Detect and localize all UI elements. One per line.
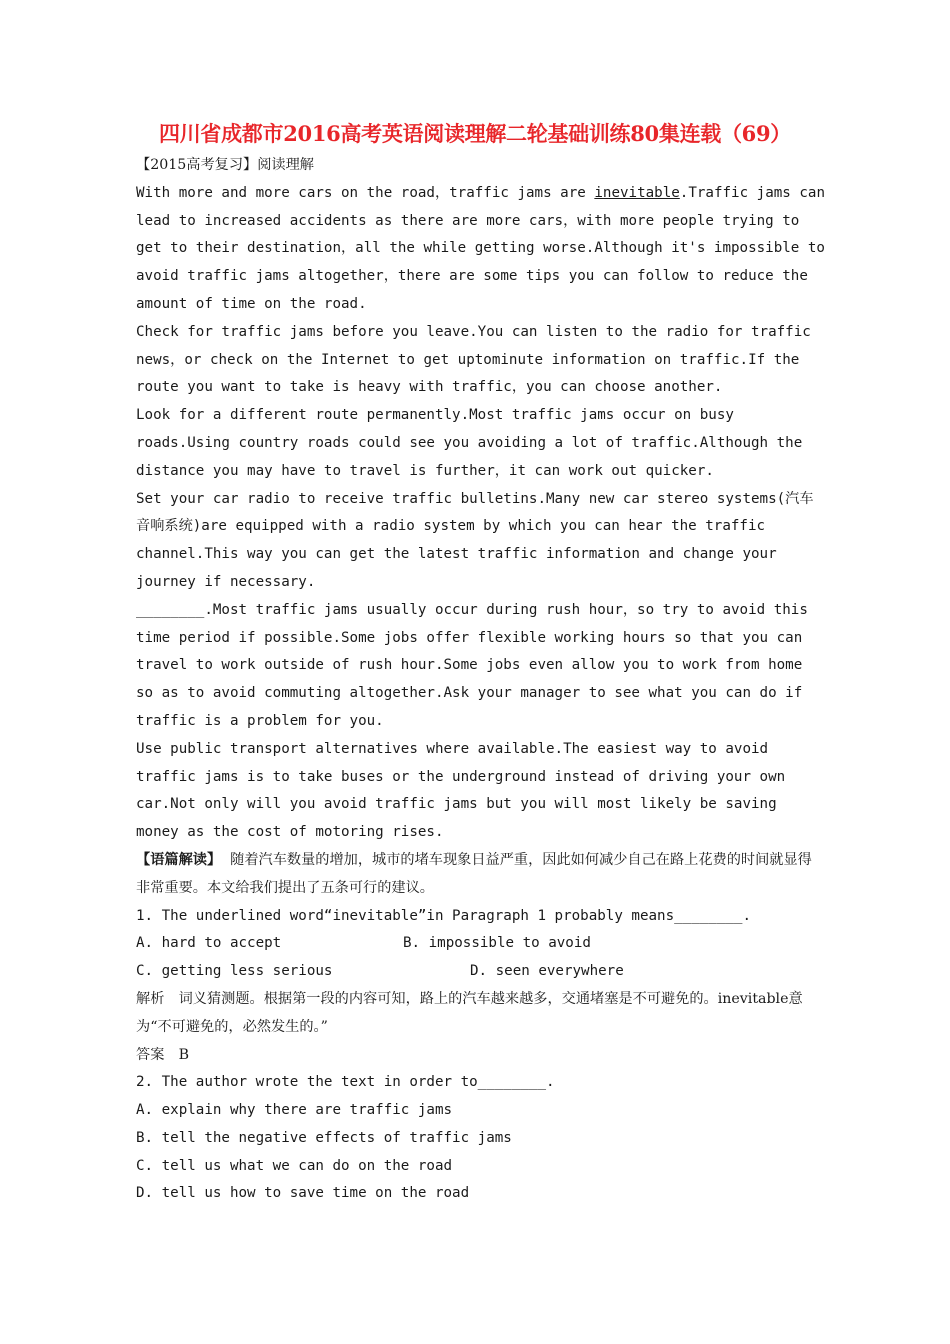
question-1-stem: 1. The underlined word“inevitable”in Paragraph 1 probably means________. [136,907,751,924]
question-2-option-a: A. explain why there are traffic jams [136,1102,453,1119]
question-2-option-b: B. tell the negative effects of traffic jams [136,1129,512,1146]
question-1-explanation: 解析 词义猜测题。根据第一段的内容可知，路上的汽车越来越多，交通堵塞是不可避免的。inevitable意为“不可避免的，必然发生的。” [136,990,803,1035]
passage-paragraph-5: ________.Most traffic jams usually occur during rush hour，so try to avoid this time period if possible.Some jobs offer flexible working hours so that you can travel to work outside of rush hour.Some jobs even allow you to work from home so as to avoid commuting altogether.Ask your manager to see what you can do if traffic is a problem for you. [136,601,808,729]
question-1-options-row-2 [136,958,826,986]
question-1-answer: 答案 B [136,1046,189,1063]
passage-analysis: 【语篇解读】 随着汽车数量的增加，城市的堵车现象日益严重，因此如何减少自己在路上花费的时间就显得非常重要。本文给我们提出了五条可行的建议。 [136,851,812,896]
question-1-options-row-1 [136,930,826,958]
question-2-option-d: D. tell us how to save time on the road [136,1185,470,1202]
question-1-option-a: A. hard to accept [136,935,282,952]
question-1-option-c: C. getting less serious [136,963,333,980]
section-subtitle: 【2015高考复习】阅读理解 [136,157,314,173]
page-title: 四川省成都市2016高考英语阅读理解二轮基础训练80集连载（69） [159,121,791,146]
passage-paragraph-2: Check for traffic jams before you leave.You can listen to the radio for traffic news，or check on the Internet to get uptominute information on traffic.If the route you want to take is heavy with traffic，you can choose another. [136,323,811,396]
passage-paragraph-3: Look for a different route permanently.Most traffic jams occur on busy roads.Using country roads could see you avoiding a lot of traffic.Although the distance you may have to travel is further，it can work out quicker. [136,407,803,479]
passage-paragraph-4: Set your car radio to receive traffic bulletins.Many new car stereo systems(汽车音响系统)are equipped with a radio system by which you can hear the traffic channel.This way you can get the latest traffic information and change your journey if necessary. [136,490,814,590]
question-1-option-d: D. seen everywhere [470,963,624,980]
question-1-option-b: B. impossible to avoid [403,935,591,952]
analysis-label: 【语篇解读】 [136,851,222,868]
question-2-stem: 2. The author wrote the text in order to________. [136,1074,555,1091]
passage-paragraph-6: Use public transport alternatives where available.The easiest way to avoid traffic jams is to take buses or the underground instead of driving your own car.Not only will you avoid traffic jams but you will most likely be saving money as the cost of motoring rises. [136,740,786,841]
passage-paragraph-1: With more and more cars on the road，traffic jams are inevitable.Traffic jams can lead to increased accidents as there are more cars，with more people trying to get to their destination，all the while getting worse.Although it's impossible to avoid traffic jams altogether，there are some tips you can follow to reduce the amount of time on the road. [136,184,825,312]
underlined-word: inevitable [594,184,680,201]
document-body [136,152,826,1208]
question-2-option-c: C. tell us what we can do on the road [136,1157,453,1174]
